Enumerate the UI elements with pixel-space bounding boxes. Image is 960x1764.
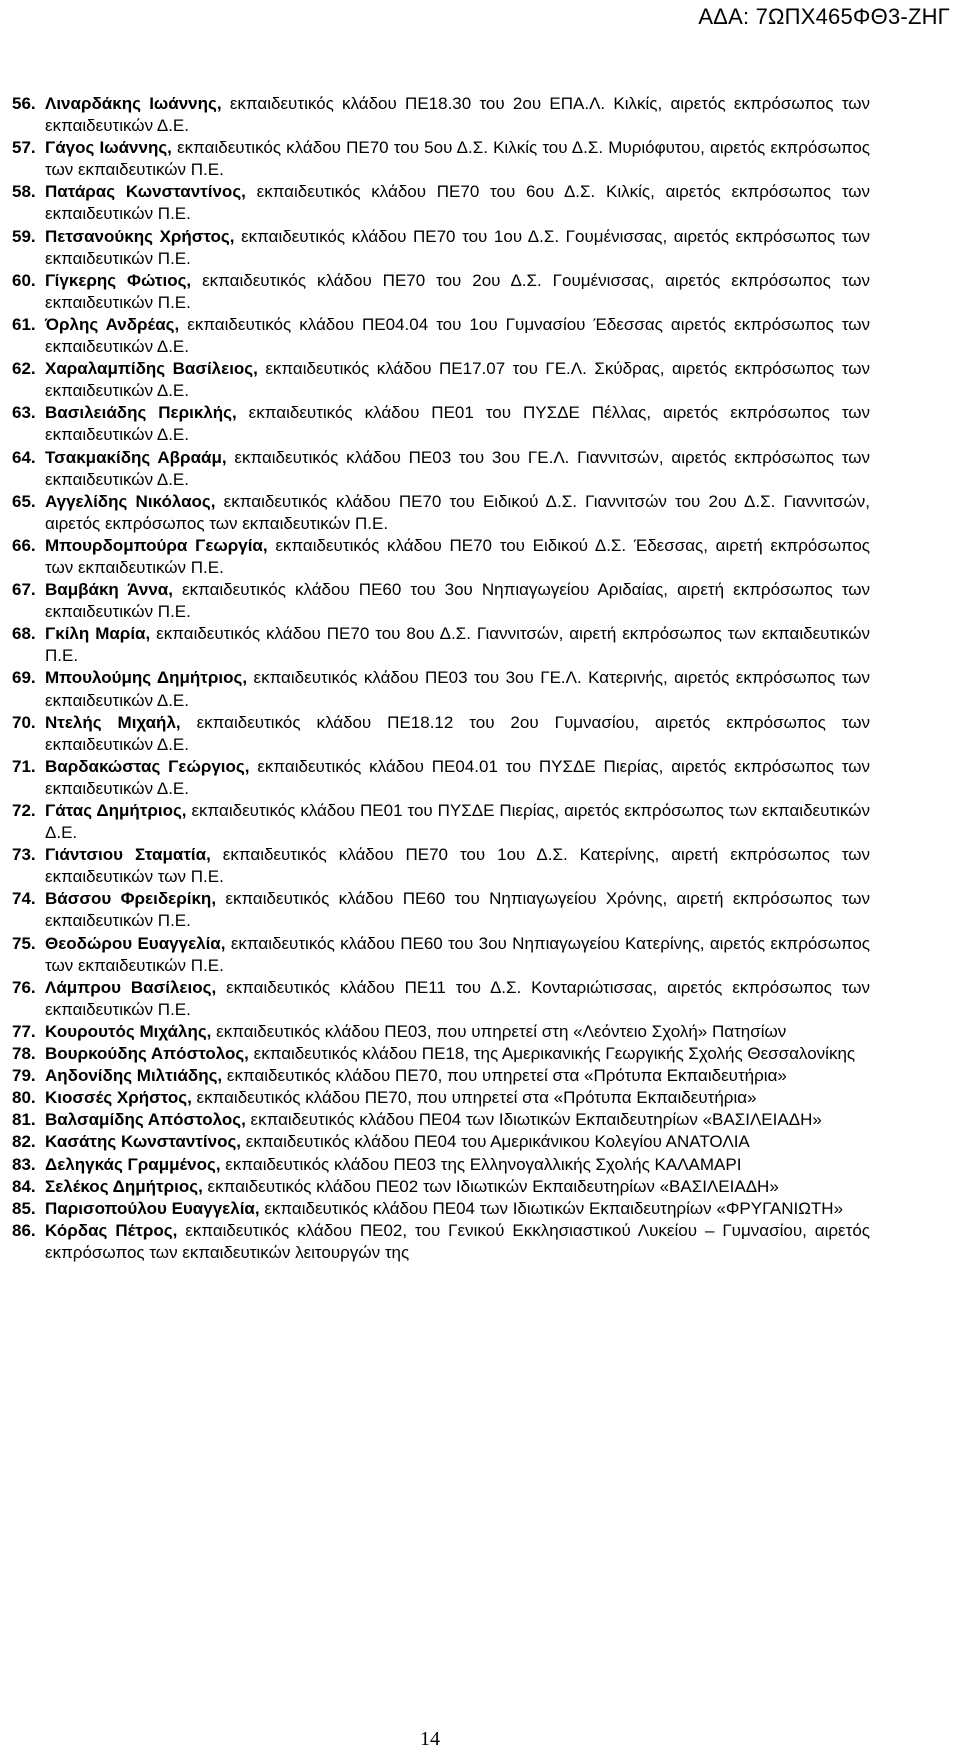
item-number: 64. — [12, 447, 36, 467]
member-description: εκπαιδευτικός κλάδου ΠΕ02, του Γενικού Εκκλησιαστικού Λυκείου – Γυμνασίου, αιρετός εκπρόσωπος των εκπαιδευτικών λειτουργών της — [45, 1220, 870, 1262]
list-item — [12, 402, 870, 446]
member-name: Κουρουτός Μιχάλης, — [45, 1021, 212, 1041]
item-number: 56. — [12, 94, 36, 113]
item-number: 62. — [12, 359, 36, 379]
member-description: εκπαιδευτικός κλάδου ΠΕ60 του 3ου Νηπιαγωγείου Κατερίνης, αιρετός εκπρόσωπος των εκπαιδευτικών Π.Ε. — [45, 933, 870, 975]
member-description: εκπαιδευτικός κλάδου ΠΕ17.07 του ΓΕ.Λ. Σκύδρας, αιρετός εκπρόσωπος των εκπαιδευτικών Δ.Ε. — [45, 359, 870, 401]
item-number: 61. — [12, 314, 36, 334]
list-item — [12, 1065, 870, 1087]
member-name: Αηδονίδης Μιλτιάδης, — [45, 1066, 223, 1086]
member-description: εκπαιδευτικός κλάδου ΠΕ60 του Νηπιαγωγείου Χρόνης, αιρετή εκπρόσωπος των εκπαιδευτικών Π.Ε. — [45, 889, 870, 931]
member-name: Γιάντσιου Σταματία, — [45, 845, 211, 865]
member-description: εκπαιδευτικός κλάδου ΠΕ70 του Ειδικού Δ.Σ. Γιαννιτσών του 2ου Δ.Σ. Γιαννιτσών, αιρετός εκπρόσωπος των εκπαιδευτικών Π.Ε. — [45, 491, 870, 533]
item-number: 63. — [12, 403, 36, 423]
list-item — [12, 1154, 870, 1176]
member-name: Βάσσου Φρειδερίκη, — [45, 889, 217, 909]
member-name: Λιναρδάκης Ιωάννης, — [45, 94, 222, 113]
list-item — [12, 1021, 870, 1043]
list-item — [12, 1131, 870, 1153]
list-item — [12, 844, 870, 888]
item-number: 85. — [12, 1198, 36, 1218]
item-number: 78. — [12, 1044, 36, 1064]
member-description: εκπαιδευτικός κλάδου ΠΕ03 της Ελληνογαλλικής Σχολής ΚΑΛΑΜΑΡΙ — [220, 1154, 742, 1174]
member-name: Πετσανούκης Χρήστος, — [45, 226, 235, 246]
list-item — [12, 93, 870, 137]
member-name: Όρλης Ανδρέας, — [45, 314, 180, 334]
member-description: εκπαιδευτικός κλάδου ΠΕ04 των Ιδιωτικών Εκπαιδευτηρίων «ΒΑΣΙΛΕΙΑΔΗ» — [245, 1110, 822, 1130]
item-number: 86. — [12, 1220, 36, 1240]
member-name: Γάγος Ιωάννης, — [45, 138, 172, 158]
list-item — [12, 447, 870, 491]
member-description: εκπαιδευτικός κλάδου ΠΕ70 του 1ου Δ.Σ. Κατερίνης, αιρετή εκπρόσωπος των εκπαιδευτικών των Π.Ε. — [45, 845, 870, 887]
list-item — [12, 1198, 870, 1220]
member-name: Βαλσαμίδης Απόστολος, — [45, 1110, 246, 1130]
list-item — [12, 933, 870, 977]
item-number: 79. — [12, 1066, 36, 1086]
list-item — [12, 756, 870, 800]
item-number: 57. — [12, 138, 36, 158]
member-description: εκπαιδευτικός κλάδου ΠΕ70, που υπηρετεί στα «Πρότυπα Εκπαιδευτήρια» — [191, 1088, 757, 1108]
list-item — [12, 888, 870, 932]
item-number: 73. — [12, 845, 36, 865]
item-number: 80. — [12, 1088, 36, 1108]
member-name: Πατάρας Κωνσταντίνος, — [45, 182, 246, 202]
member-description: εκπαιδευτικός κλάδου ΠΕ01 του ΠΥΣΔΕ Πέλλας, αιρετός εκπρόσωπος των εκπαιδευτικών Δ.Ε. — [45, 403, 870, 445]
member-name: Θεοδώρου Ευαγγελία, — [45, 933, 226, 953]
member-description: εκπαιδευτικός κλάδου ΠΕ03, που υπηρετεί στη «Λεόντειο Σχολή» Πατησίων — [211, 1021, 787, 1041]
member-name: Κόρδας Πέτρος, — [45, 1220, 178, 1240]
member-name: Δεληγκάς Γραμμένος, — [45, 1154, 221, 1174]
member-name: Βουρκούδης Απόστολος, — [45, 1044, 249, 1064]
member-description: εκπαιδευτικός κλάδου ΠΕ70 του 1ου Δ.Σ. Γουμένισσας, αιρετός εκπρόσωπος των εκπαιδευτικών Π.Ε. — [45, 226, 870, 268]
list-item — [12, 623, 870, 667]
member-description: εκπαιδευτικός κλάδου ΠΕ04.04 του 1ου Γυμνασίου Έδεσσας αιρετός εκπρόσωπος των εκπαιδευτικών Δ.Ε. — [45, 314, 870, 357]
item-number: 59. — [12, 226, 36, 246]
member-description: εκπαιδευτικός κλάδου ΠΕ70 του 2ου Δ.Σ. Γουμένισσας, αιρετός εκπρόσωπος των εκπαιδευτικών Π.Ε. — [45, 270, 870, 312]
item-number: 68. — [12, 624, 36, 644]
member-name: Χαραλαμπίδης Βασίλειος, — [45, 359, 258, 379]
member-name: Παρισοπούλου Ευαγγελία, — [45, 1198, 260, 1218]
member-name: Γάτας Δημήτριος, — [45, 801, 187, 820]
member-name: Κασάτης Κωνσταντίνος, — [45, 1132, 242, 1152]
member-name: Βαρδακώστας Γεώργιος, — [45, 756, 250, 776]
item-number: 75. — [12, 933, 36, 953]
item-number: 76. — [12, 977, 36, 997]
member-name: Βασιλειάδης Περικλής, — [45, 403, 237, 423]
member-name: Γίγκερης Φώτιος, — [45, 270, 192, 290]
item-number: 82. — [12, 1132, 36, 1152]
member-name: Σελέκος Δημήτριος, — [45, 1176, 203, 1196]
list-item — [12, 800, 870, 844]
list-item — [12, 358, 870, 402]
list-item — [12, 1220, 870, 1264]
list-item — [12, 1109, 870, 1131]
ada-code: ΑΔΑ: 7ΩΠΧ465ΦΘ3-ΖΗΓ — [698, 4, 950, 29]
member-description: εκπαιδευτικός κλάδου ΠΕ04 του Αμερικάνικου Κολεγίου ΑΝΑΤΟΛΙΑ — [241, 1132, 750, 1152]
item-number: 66. — [12, 535, 36, 555]
list-item — [12, 667, 870, 711]
list-item — [12, 491, 870, 535]
list-item — [12, 226, 870, 270]
item-number: 67. — [12, 580, 36, 600]
member-description: εκπαιδευτικός κλάδου ΠΕ70, που υπηρετεί στα «Πρότυπα Εκπαιδευτήρια» — [222, 1066, 787, 1086]
item-number: 69. — [12, 668, 36, 688]
list-item — [12, 1176, 870, 1198]
list-item — [12, 137, 870, 181]
member-name: Ντελής Μιχαήλ, — [45, 712, 181, 732]
item-number: 70. — [12, 712, 36, 732]
member-name: Κιοσσές Χρήστος, — [45, 1088, 192, 1108]
member-description: εκπαιδευτικός κλάδου ΠΕ04 των Ιδιωτικών Εκπαιδευτηρίων «ΦΡΥΓΑΝΙΩΤΗ» — [259, 1198, 844, 1218]
list-item — [12, 314, 870, 358]
list-item — [12, 579, 870, 623]
member-description: εκπαιδευτικός κλάδου ΠΕ02 των Ιδιωτικών Εκπαιδευτηρίων «ΒΑΣΙΛΕΙΑΔΗ» — [202, 1176, 779, 1196]
item-number: 71. — [12, 756, 36, 776]
item-number: 81. — [12, 1110, 36, 1130]
member-name: Λάμπρου Βασίλειος, — [45, 977, 217, 997]
item-number: 72. — [12, 801, 36, 820]
item-number: 60. — [12, 270, 36, 290]
member-description: εκπαιδευτικός κλάδου ΠΕ18, της Αμερικανικής Γεωργικής Σχολής Θεσσαλονίκης — [248, 1044, 856, 1064]
list-item — [12, 181, 870, 225]
member-description: εκπαιδευτικός κλάδου ΠΕ04.01 του ΠΥΣΔΕ Πιερίας, αιρετός εκπρόσωπος των εκπαιδευτικών Δ.Ε. — [45, 756, 870, 798]
member-description: εκπαιδευτικός κλάδου ΠΕ18.12 του 2ου Γυμνασίου, αιρετός εκπρόσωπος των εκπαιδευτικών Δ.Ε. — [45, 712, 870, 754]
member-name: Αγγελίδης Νικόλαος, — [45, 491, 216, 511]
item-number: 58. — [12, 182, 36, 202]
member-description: εκπαιδευτικός κλάδου ΠΕ60 του 3ου Νηπιαγωγείου Αριδαίας, αιρετή εκπρόσωπος των εκπαιδευτικών Π.Ε. — [45, 580, 871, 622]
member-name: Μπουλούμης Δημήτριος, — [45, 668, 248, 688]
member-description: εκπαιδευτικός κλάδου ΠΕ11 του Δ.Σ. Κονταριώτισσας, αιρετός εκπρόσωπος των εκπαιδευτικών Π.Ε. — [45, 977, 871, 1019]
member-description: εκπαιδευτικός κλάδου ΠΕ18.30 του 2ου ΕΠΑ.Λ. Κιλκίς, αιρετός εκπρόσωπος των εκπαιδευτικών Δ.Ε. — [45, 94, 870, 136]
member-description: εκπαιδευτικός κλάδου ΠΕ03 του 3ου ΓΕ.Λ. Κατερινής, αιρετός εκπρόσωπος των εκπαιδευτικών Δ.Ε. — [45, 668, 870, 710]
list-item — [12, 712, 870, 756]
page-number: 14 — [420, 1728, 440, 1750]
member-name: Γκίλη Μαρία, — [45, 624, 151, 644]
member-description: εκπαιδευτικός κλάδου ΠΕ70 του 8ου Δ.Σ. Γιαννιτσών, αιρετή εκπρόσωπος των εκπαιδευτικών Π.Ε. — [45, 624, 871, 666]
item-number: 83. — [12, 1154, 36, 1174]
item-number: 84. — [12, 1176, 36, 1196]
member-description: εκπαιδευτικός κλάδου ΠΕ70 του 6ου Δ.Σ. Κιλκίς, αιρετός εκπρόσωπος των εκπαιδευτικών Π.Ε. — [45, 182, 871, 224]
member-name: Τσακμακίδης Αβραάμ, — [45, 447, 227, 467]
item-number: 65. — [12, 491, 36, 511]
item-number: 77. — [12, 1021, 36, 1041]
list-item — [12, 1087, 870, 1109]
member-description: εκπαιδευτικός κλάδου ΠΕ70 του Ειδικού Δ.Σ. Έδεσσας, αιρετή εκπρόσωπος των εκπαιδευτικών Π.Ε. — [45, 535, 871, 577]
list-item — [12, 1043, 870, 1065]
list-item — [12, 535, 870, 579]
member-description: εκπαιδευτικός κλάδου ΠΕ70 του 5ου Δ.Σ. Κιλκίς του Δ.Σ. Μυριόφυτου, αιρετός εκπρόσωπος των εκπαιδευτικών Π.Ε. — [45, 138, 870, 180]
member-list — [12, 93, 870, 1264]
list-item — [12, 270, 870, 314]
member-description: εκπαιδευτικός κλάδου ΠΕ03 του 3ου ΓΕ.Λ. Γιαννιτσών, αιρετός εκπρόσωπος των εκπαιδευτικών Δ.Ε. — [45, 447, 870, 489]
member-name: Βαμβάκη Άννα, — [45, 580, 173, 600]
member-description: εκπαιδευτικός κλάδου ΠΕ01 του ΠΥΣΔΕ Πιερίας, αιρετός εκπρόσωπος των εκπαιδευτικών Δ.Ε. — [45, 801, 870, 843]
member-name: Μπουρδομπούρα Γεωργία, — [45, 535, 268, 555]
item-number: 74. — [12, 889, 36, 909]
list-item — [12, 977, 870, 1021]
